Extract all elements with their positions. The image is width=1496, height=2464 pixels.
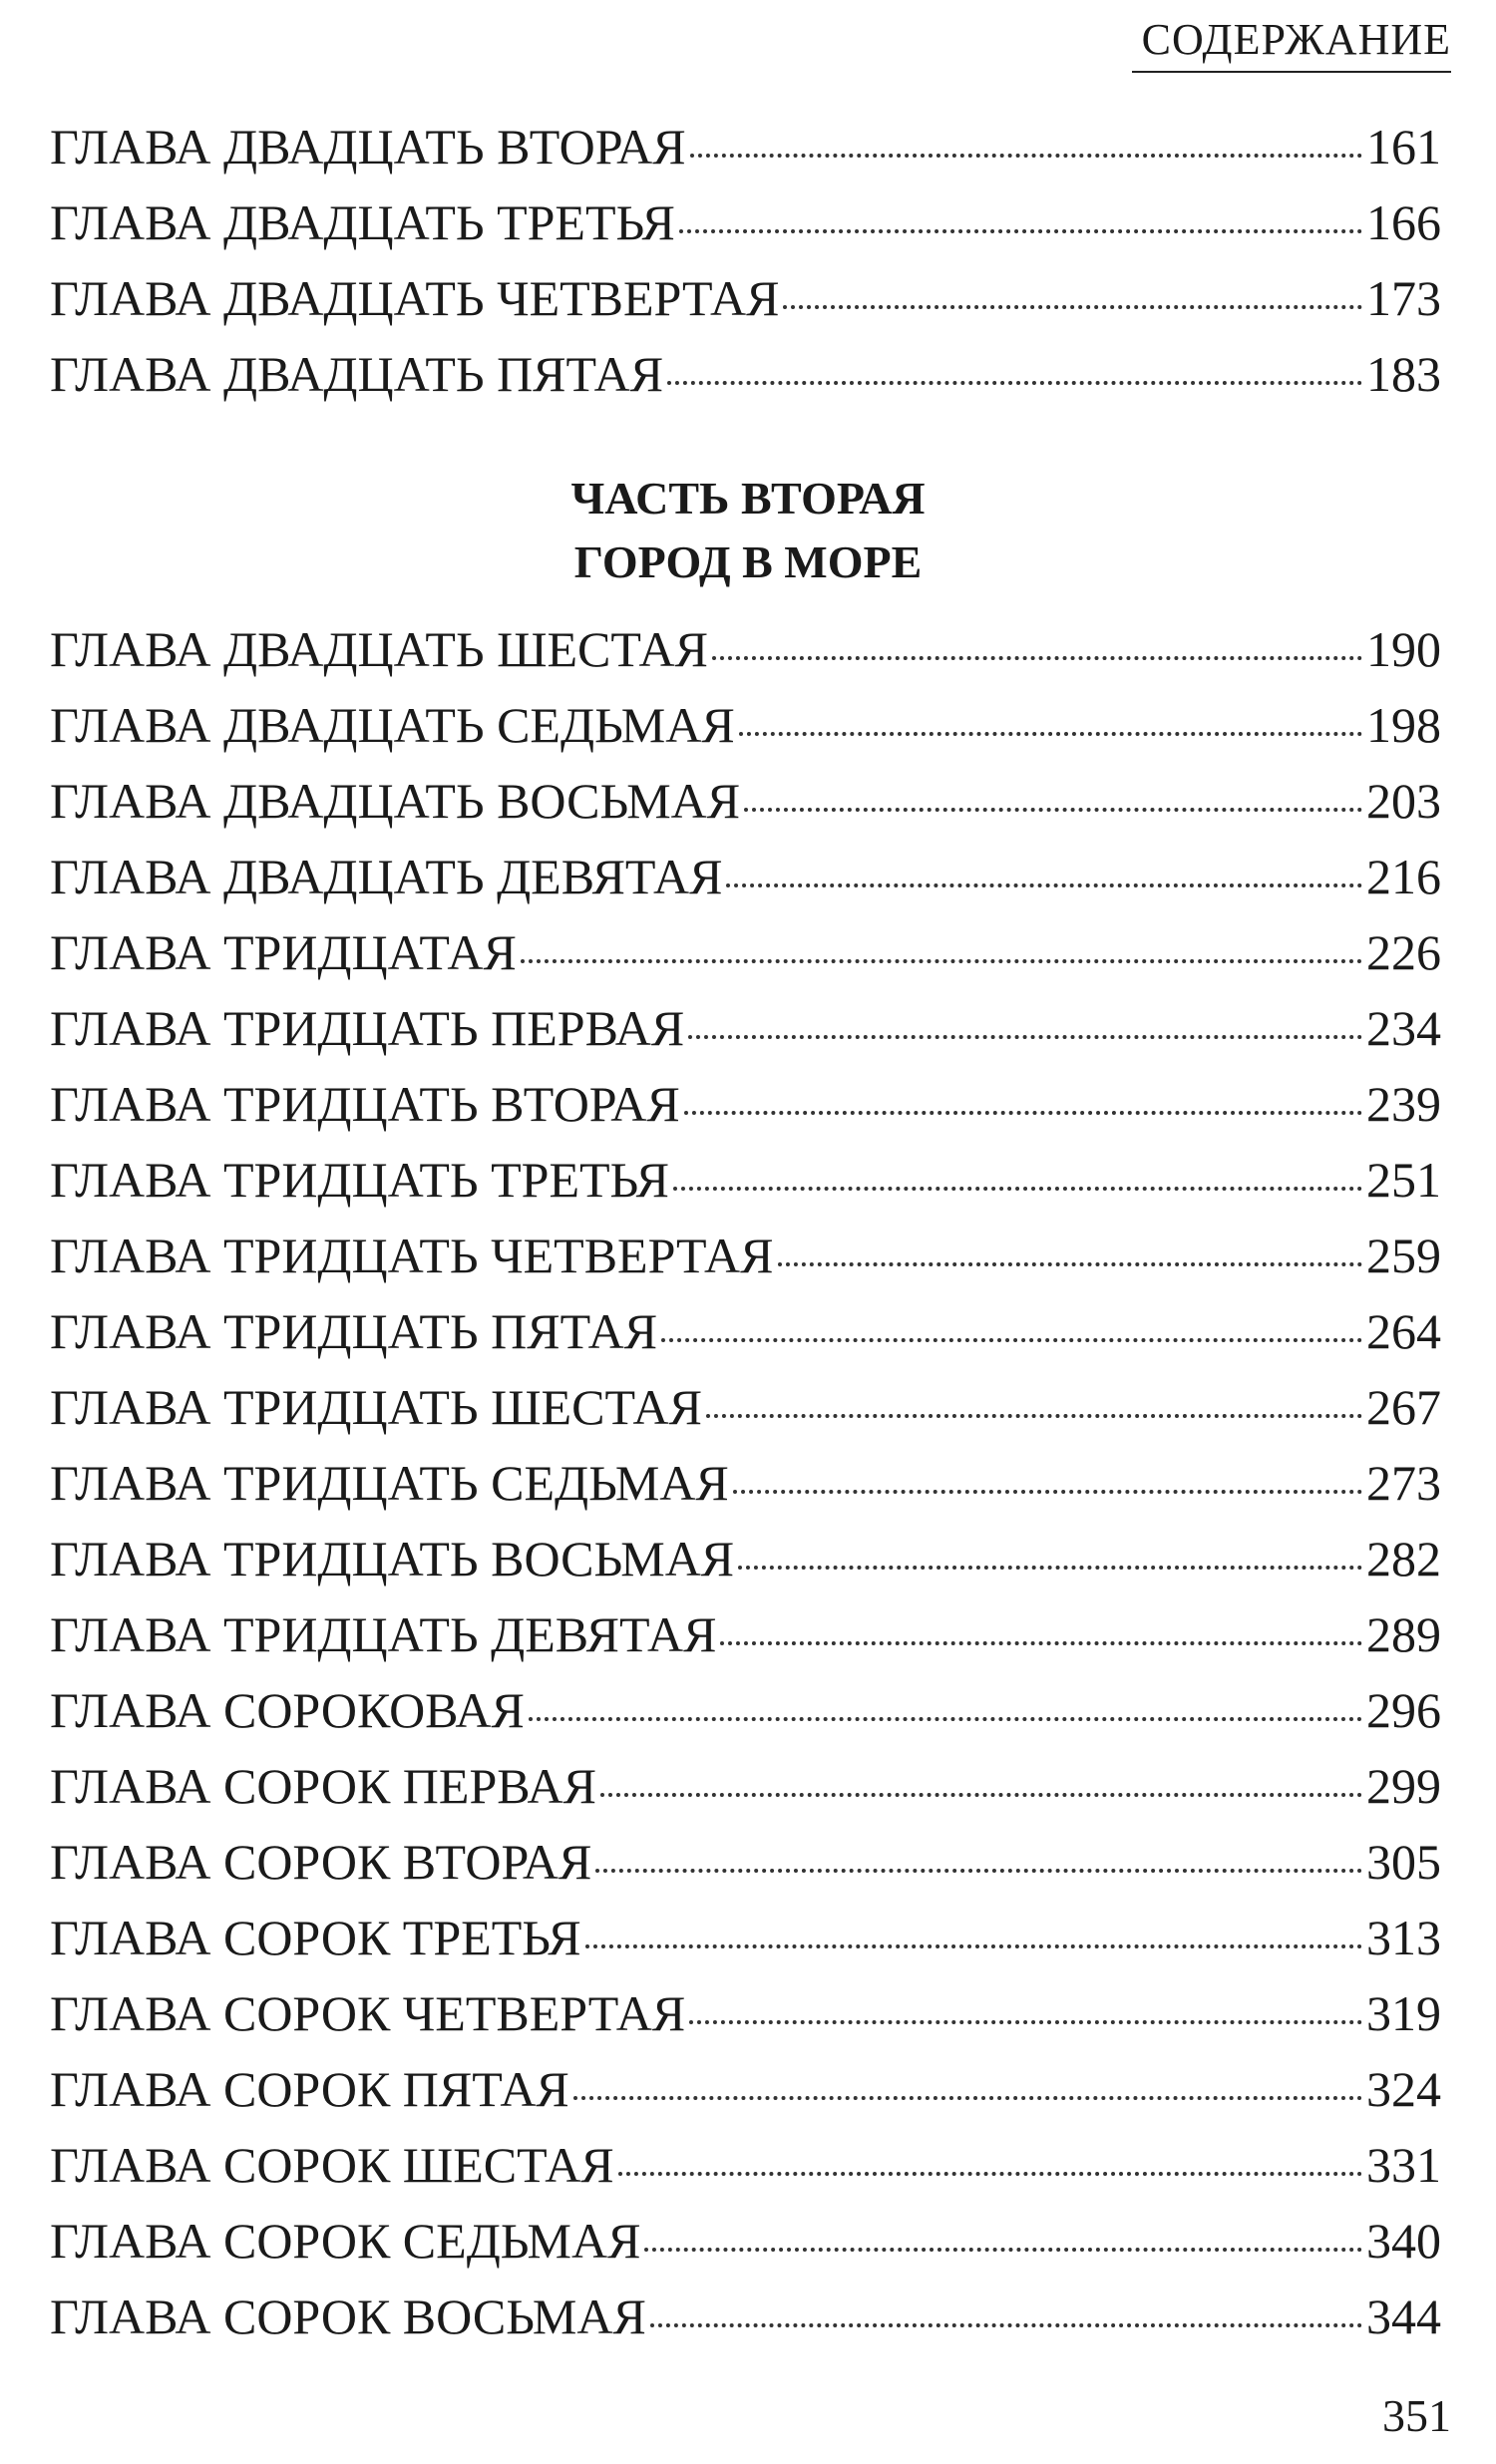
toc-entry-title: ГЛАВА СОРОК ВТОРАЯ bbox=[50, 1834, 592, 1890]
dot-leader bbox=[720, 1641, 1362, 1645]
toc-entry bbox=[50, 269, 1441, 345]
dot-leader bbox=[679, 229, 1362, 233]
toc-entry-page: 289 bbox=[1366, 1606, 1441, 1662]
toc-entry-page: 198 bbox=[1366, 697, 1441, 753]
toc-entry bbox=[50, 193, 1441, 269]
toc-entry bbox=[50, 1454, 1441, 1530]
toc-entry-title: ГЛАВА ТРИДЦАТЬ ТРЕТЬЯ bbox=[50, 1152, 669, 1208]
toc-entry-title: ГЛАВА СОРОК СЕДЬМАЯ bbox=[50, 2213, 641, 2269]
toc-entry-page: 324 bbox=[1366, 2061, 1441, 2117]
toc-entry bbox=[50, 2060, 1441, 2136]
dot-leader bbox=[778, 1262, 1362, 1266]
toc-entry bbox=[50, 772, 1441, 848]
toc-entry-title: ГЛАВА СОРОК ЧЕТВЕРТАЯ bbox=[50, 1985, 686, 2041]
toc-entry-page: 190 bbox=[1366, 621, 1441, 677]
toc-entry-title: ГЛАВА ДВАДЦАТЬ СЕДЬМАЯ bbox=[50, 697, 735, 753]
toc-entry-page: 340 bbox=[1366, 2213, 1441, 2269]
toc-entry-page: 226 bbox=[1366, 924, 1441, 980]
toc-entry-page: 319 bbox=[1366, 1985, 1441, 2041]
toc-entry-title: ГЛАВА ТРИДЦАТАЯ bbox=[50, 924, 517, 980]
toc-entry-title: ГЛАВА ДВАДЦАТЬ ВТОРАЯ bbox=[50, 119, 686, 175]
toc-list-part-one bbox=[50, 118, 1441, 421]
toc-entry bbox=[50, 1605, 1441, 1681]
dot-leader bbox=[644, 2248, 1362, 2252]
dot-leader bbox=[738, 1566, 1362, 1570]
part-number: ЧАСТЬ ВТОРАЯ bbox=[570, 473, 926, 524]
toc-entry bbox=[50, 1378, 1441, 1454]
toc-entry bbox=[50, 2212, 1441, 2288]
toc-entry-page: 203 bbox=[1366, 773, 1441, 829]
dot-leader bbox=[521, 959, 1362, 963]
part-title: ГОРОД В МОРЕ bbox=[573, 536, 923, 587]
running-header: СОДЕРЖАНИЕ bbox=[1132, 14, 1451, 73]
dot-leader bbox=[595, 1869, 1362, 1873]
dot-leader bbox=[712, 656, 1362, 660]
toc-entry-page: 299 bbox=[1366, 1758, 1441, 1814]
toc-entry bbox=[50, 1227, 1441, 1302]
dot-leader bbox=[650, 2323, 1362, 2327]
toc-entry bbox=[50, 1075, 1441, 1151]
toc-entry bbox=[50, 848, 1441, 923]
toc-entry-page: 344 bbox=[1366, 2288, 1441, 2344]
toc-entry bbox=[50, 1681, 1441, 1757]
dot-leader bbox=[661, 1338, 1362, 1342]
toc-entry bbox=[50, 1757, 1441, 1833]
toc-entry-title: ГЛАВА ТРИДЦАТЬ ВОСЬМАЯ bbox=[50, 1531, 735, 1586]
toc-entry-page: 331 bbox=[1366, 2137, 1441, 2193]
toc-entry bbox=[50, 2288, 1441, 2363]
toc-entry-page: 234 bbox=[1366, 1000, 1441, 1056]
toc-entry bbox=[50, 923, 1441, 999]
toc-entry-title: ГЛАВА ТРИДЦАТЬ ВТОРАЯ bbox=[50, 1076, 680, 1132]
toc-entry bbox=[50, 345, 1441, 421]
toc-entry-title: ГЛАВА СОРОК ШЕСТАЯ bbox=[50, 2137, 614, 2193]
toc-entry bbox=[50, 2136, 1441, 2212]
part-heading bbox=[0, 467, 1496, 594]
dot-leader bbox=[618, 2172, 1362, 2176]
toc-entry-title: ГЛАВА СОРОКОВАЯ bbox=[50, 1682, 525, 1738]
dot-leader bbox=[739, 732, 1362, 736]
toc-entry-page: 183 bbox=[1366, 346, 1441, 402]
dot-leader bbox=[684, 1111, 1362, 1115]
page-number: 351 bbox=[1382, 2390, 1451, 2441]
toc-entry-title: ГЛАВА СОРОК ТРЕТЬЯ bbox=[50, 1910, 581, 1965]
dot-leader bbox=[726, 883, 1362, 887]
toc-entry bbox=[50, 1530, 1441, 1605]
dot-leader bbox=[529, 1717, 1362, 1721]
toc-entry-title: ГЛАВА ДВАДЦАТЬ ШЕСТАЯ bbox=[50, 621, 708, 677]
toc-entry-title: ГЛАВА ТРИДЦАТЬ ЧЕТВЕРТАЯ bbox=[50, 1228, 774, 1283]
toc-entry-title: ГЛАВА СОРОК ПЯТАЯ bbox=[50, 2061, 569, 2117]
toc-entry bbox=[50, 1909, 1441, 1984]
toc-entry bbox=[50, 1302, 1441, 1378]
dot-leader bbox=[667, 381, 1362, 385]
toc-entry-title: ГЛАВА ДВАДЦАТЬ ВОСЬМАЯ bbox=[50, 773, 741, 829]
dot-leader bbox=[673, 1187, 1362, 1191]
dot-leader bbox=[744, 808, 1362, 812]
toc-entry-title: ГЛАВА ТРИДЦАТЬ ПЯТАЯ bbox=[50, 1303, 658, 1359]
dot-leader bbox=[688, 1035, 1362, 1039]
dot-leader bbox=[585, 1944, 1362, 1948]
toc-entry-title: ГЛАВА ТРИДЦАТЬ СЕДЬМАЯ bbox=[50, 1455, 729, 1511]
toc-entry-title: ГЛАВА ДВАДЦАТЬ ДЕВЯТАЯ bbox=[50, 849, 723, 904]
dot-leader bbox=[690, 154, 1362, 158]
toc-entry bbox=[50, 1984, 1441, 2060]
toc-entry bbox=[50, 1833, 1441, 1909]
toc-entry-page: 296 bbox=[1366, 1682, 1441, 1738]
toc-entry bbox=[50, 999, 1441, 1075]
toc-entry-page: 173 bbox=[1366, 270, 1441, 326]
toc-entry-title: ГЛАВА ТРИДЦАТЬ ДЕВЯТАЯ bbox=[50, 1606, 717, 1662]
toc-entry bbox=[50, 1151, 1441, 1227]
toc-entry-page: 273 bbox=[1366, 1455, 1441, 1511]
toc-entry-title: ГЛАВА СОРОК ПЕРВАЯ bbox=[50, 1758, 596, 1814]
toc-entry-page: 305 bbox=[1366, 1834, 1441, 1890]
dot-leader bbox=[706, 1414, 1362, 1418]
toc-entry-title: ГЛАВА ДВАДЦАТЬ ТРЕТЬЯ bbox=[50, 194, 675, 250]
dot-leader bbox=[783, 305, 1362, 309]
toc-entry-page: 239 bbox=[1366, 1076, 1441, 1132]
toc-entry-page: 216 bbox=[1366, 849, 1441, 904]
toc-list-part-two bbox=[50, 620, 1441, 2363]
toc-entry-page: 264 bbox=[1366, 1303, 1441, 1359]
dot-leader bbox=[689, 2020, 1362, 2024]
dot-leader bbox=[600, 1793, 1362, 1797]
toc-entry-page: 282 bbox=[1366, 1531, 1441, 1586]
toc-entry-title: ГЛАВА ТРИДЦАТЬ ПЕРВАЯ bbox=[50, 1000, 685, 1056]
toc-entry-page: 166 bbox=[1366, 194, 1441, 250]
toc-entry bbox=[50, 118, 1441, 193]
toc-entry-title: ГЛАВА ДВАДЦАТЬ ПЯТАЯ bbox=[50, 346, 664, 402]
toc-entry-title: ГЛАВА ДВАДЦАТЬ ЧЕТВЕРТАЯ bbox=[50, 270, 780, 326]
toc-entry-title: ГЛАВА ТРИДЦАТЬ ШЕСТАЯ bbox=[50, 1379, 702, 1435]
dot-leader bbox=[733, 1490, 1362, 1494]
toc-entry-page: 313 bbox=[1366, 1910, 1441, 1965]
toc-entry-page: 259 bbox=[1366, 1228, 1441, 1283]
toc-entry-page: 267 bbox=[1366, 1379, 1441, 1435]
toc-entry bbox=[50, 696, 1441, 772]
toc-entry bbox=[50, 620, 1441, 696]
toc-entry-title: ГЛАВА СОРОК ВОСЬМАЯ bbox=[50, 2288, 646, 2344]
dot-leader bbox=[573, 2096, 1362, 2100]
toc-entry-page: 161 bbox=[1366, 119, 1441, 175]
toc-entry-page: 251 bbox=[1366, 1152, 1441, 1208]
